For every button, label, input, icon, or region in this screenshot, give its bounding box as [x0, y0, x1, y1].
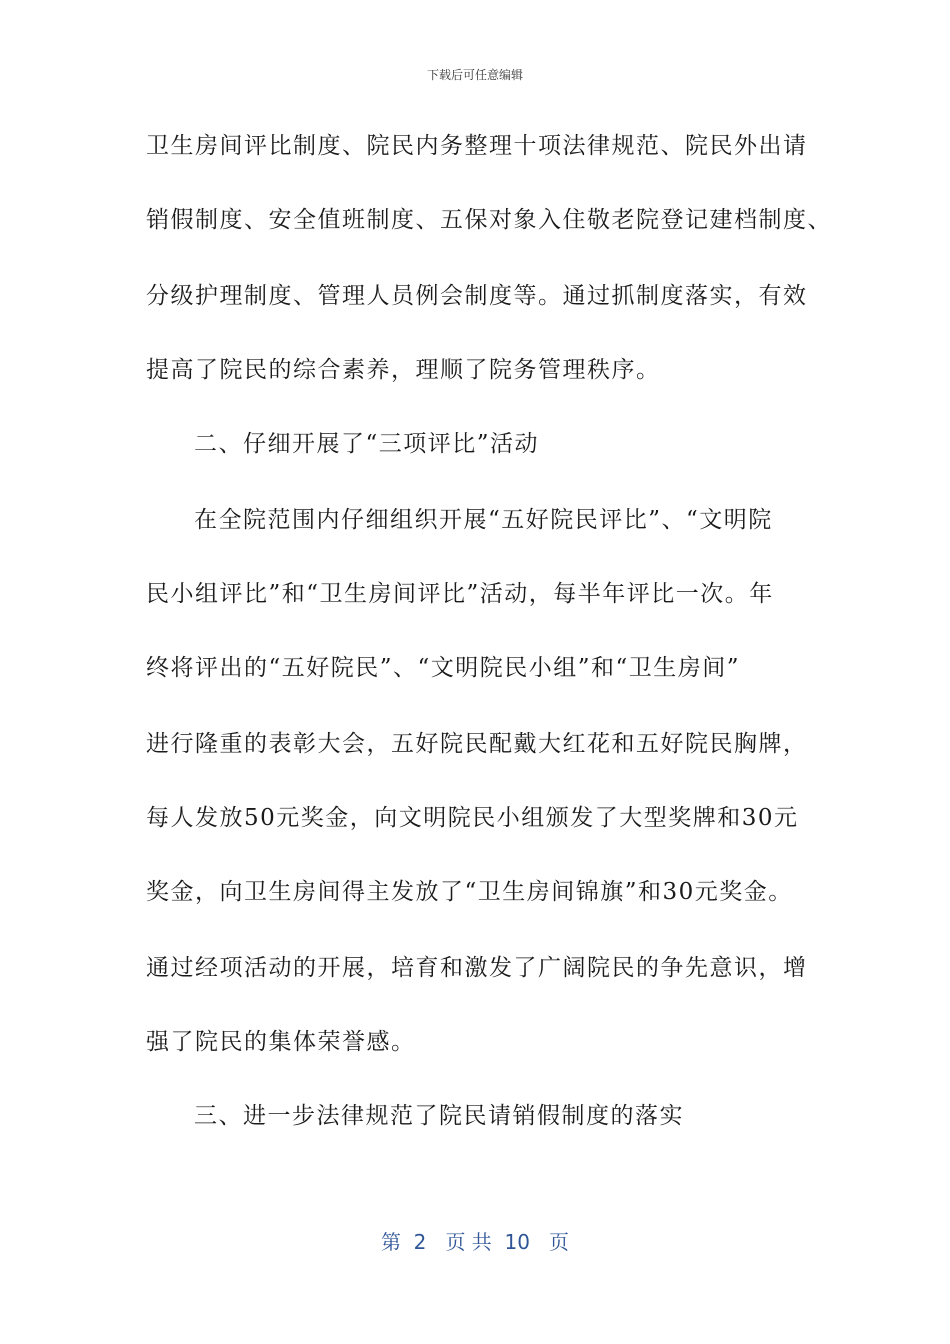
paragraph-line: 强了院民的集体荣誉感。 — [146, 1029, 416, 1055]
section-heading: 二、仔细开展了“三项评比”活动 — [194, 431, 540, 457]
paragraph-line: 分级护理制度、管理人员例会制度等。通过抓制度落实，有效 — [146, 283, 808, 309]
section-heading: 三、进一步法律规范了院民请销假制度的落实 — [194, 1103, 684, 1129]
paragraph-line: 提高了院民的综合素养，理顺了院务管理秩序。 — [146, 357, 661, 383]
paragraph-line: 在全院范围内仔细组织开展“五好院民评比”、“文明院 — [194, 507, 773, 533]
download-note: 下载后可任意编辑 — [426, 68, 523, 82]
paragraph-line: 进行隆重的表彰大会，五好院民配戴大红花和五好院民胸牌， — [146, 731, 808, 757]
paragraph-line: 终将评出的“五好院民”、“文明院民小组”和“卫生房间” — [146, 655, 741, 681]
paragraph-line: 销假制度、安全值班制度、五保对象入住敬老院登记建档制度、 — [146, 207, 832, 233]
paragraph-line: 卫生房间评比制度、院民内务整理十项法律规范、院民外出请 — [146, 133, 808, 159]
page-number: 第 2 页 共 10 页 — [380, 1230, 570, 1254]
paragraph-line: 每人发放50元奖金，向文明院民小组颁发了大型奖牌和30元 — [146, 805, 799, 831]
paragraph-line: 通过经项活动的开展，培育和激发了广阔院民的争先意识，增 — [146, 955, 808, 981]
paragraph-line: 奖金，向卫生房间得主发放了“卫生房间锦旗”和30元奖金。 — [146, 879, 793, 905]
paragraph-line: 民小组评比”和“卫生房间评比”活动，每半年评比一次。年 — [146, 581, 774, 607]
